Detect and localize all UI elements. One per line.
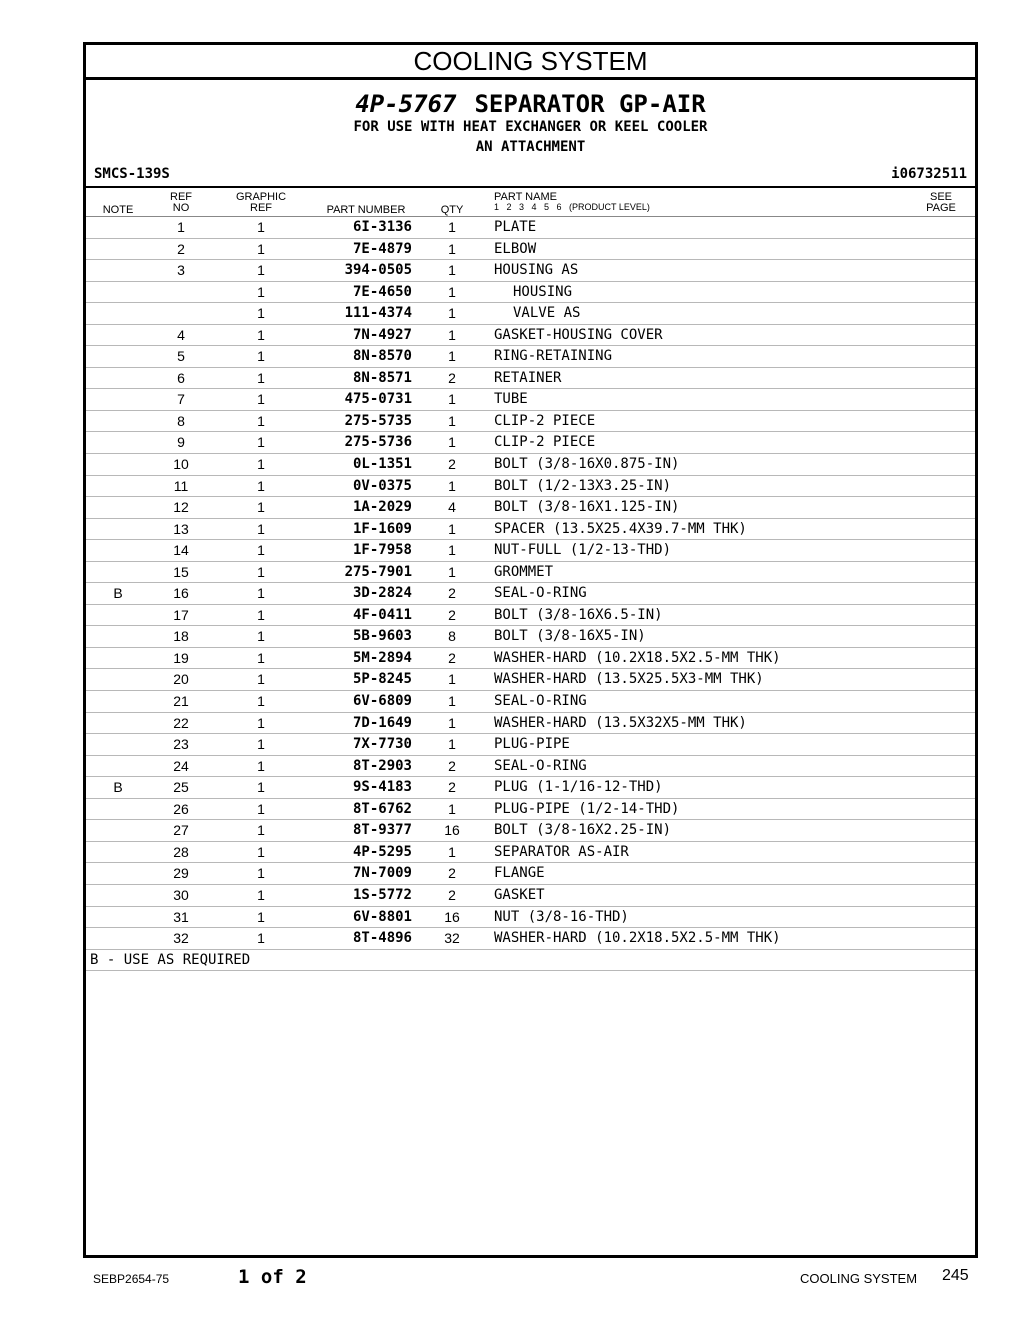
part-number-cell: 111-4374: [344, 305, 412, 322]
parts-table: [86, 217, 975, 971]
part-number-cell: 8N-8571: [352, 369, 412, 386]
part-name-cell: RETAINER: [494, 369, 562, 386]
part-name-cell: GASKET: [494, 886, 545, 903]
graphic-ref-cell: 1: [257, 693, 265, 710]
table-row: [86, 820, 975, 842]
part-name-cell: PLATE: [494, 219, 537, 235]
table-row: [86, 669, 975, 691]
graphic-ref-cell: 1: [257, 628, 265, 645]
part-name-cell: BOLT (3/8-16X2.25-IN): [494, 822, 672, 839]
qty-cell: 1: [448, 219, 456, 235]
graphic-ref-cell: 1: [257, 240, 265, 257]
part-number-cell: 7E-4879: [352, 240, 412, 257]
part-number-cell: 4P-5295: [352, 843, 412, 860]
table-row: [86, 626, 975, 648]
part-name-cell: SEPARATOR AS-AIR: [494, 843, 629, 860]
part-number-cell: 6V-6809: [352, 693, 412, 710]
group-subtitle-2: AN ATTACHMENT: [475, 139, 586, 155]
qty-cell: 16: [444, 908, 460, 925]
table-row: [86, 583, 975, 605]
part-number-cell: 8T-9377: [352, 822, 412, 839]
qty-cell: 1: [448, 326, 456, 343]
part-number-cell: 0V-0375: [352, 477, 412, 494]
qty-cell: 1: [448, 542, 456, 559]
part-name-cell: VALVE AS: [513, 305, 581, 322]
part-number-cell: 4F-0411: [352, 606, 412, 623]
graphic-ref-cell: 1: [257, 542, 265, 559]
table-row: [86, 454, 975, 476]
qty-cell: 1: [448, 412, 456, 429]
table-row: [86, 519, 975, 541]
header-ref-bottom: NO: [172, 202, 190, 214]
graphic-ref-cell: 1: [257, 434, 265, 451]
ref-no-cell: 21: [173, 693, 189, 710]
qty-cell: 2: [448, 865, 456, 882]
part-number-cell: 9S-4183: [352, 779, 412, 796]
part-name-cell: BOLT (3/8-16X5-IN): [494, 628, 646, 645]
part-name-cell: CLIP-2 PIECE: [494, 412, 596, 429]
qty-cell: 2: [448, 886, 456, 903]
graphic-ref-cell: 1: [257, 219, 265, 235]
graphic-ref-cell: 1: [257, 800, 265, 817]
header-see-bottom: PAGE: [926, 202, 956, 214]
footnote: B - USE AS REQUIRED: [86, 950, 975, 972]
graphic-ref-cell: 1: [257, 326, 265, 343]
qty-cell: 1: [448, 240, 456, 257]
qty-cell: 1: [448, 520, 456, 537]
graphic-ref-cell: 1: [257, 671, 265, 688]
qty-cell: 1: [448, 348, 456, 365]
ref-no-cell: 7: [177, 391, 185, 408]
qty-cell: 1: [448, 391, 456, 408]
header-qty: QTY: [440, 204, 464, 216]
graphic-ref-cell: 1: [257, 456, 265, 473]
footer-doc-id: SEBP2654-75: [93, 1272, 170, 1286]
ref-no-cell: 8: [177, 412, 185, 429]
graphic-ref-cell: 1: [257, 283, 265, 300]
table-row: [86, 842, 975, 864]
ref-no-cell: 20: [173, 671, 189, 688]
table-row: [86, 325, 975, 347]
ref-no-cell: 14: [173, 542, 189, 559]
footer-page-of: 1 of 2: [238, 1266, 307, 1288]
table-row: [86, 907, 975, 929]
ref-no-cell: 25: [173, 779, 189, 796]
part-name-cell: WASHER-HARD (10.2X18.5X2.5-MM THK): [494, 649, 781, 666]
graphic-ref-cell: 1: [257, 714, 265, 731]
qty-cell: 1: [448, 736, 456, 753]
graphic-ref-cell: 1: [257, 305, 265, 322]
part-name-cell: FLANGE: [494, 865, 545, 882]
graphic-ref-cell: 1: [257, 736, 265, 753]
note-cell: B: [113, 585, 123, 602]
part-number-cell: 7X-7730: [352, 736, 412, 753]
qty-cell: 1: [448, 283, 456, 300]
graphic-ref-cell: 1: [257, 563, 265, 580]
part-name-cell: HOUSING: [513, 283, 573, 300]
part-number-cell: 275-7901: [344, 563, 412, 580]
part-name-cell: HOUSING AS: [494, 262, 579, 279]
part-number-cell: 275-5735: [344, 412, 412, 429]
graphic-ref-cell: 1: [257, 908, 265, 925]
qty-cell: 32: [444, 930, 460, 947]
header-see-top: SEE: [929, 191, 952, 203]
ref-no-cell: 2: [177, 240, 185, 257]
header-graphic-top: GRAPHIC: [235, 191, 287, 203]
header-note: NOTE: [102, 204, 134, 216]
ref-no-cell: 31: [173, 908, 189, 925]
part-name-cell: WASHER-HARD (13.5X32X5-MM THK): [494, 714, 747, 731]
graphic-ref-cell: 1: [257, 348, 265, 365]
part-number-cell: 1F-7958: [352, 542, 412, 559]
group-title: [86, 89, 975, 119]
part-number-cell: 275-5736: [344, 434, 412, 451]
header-divider: [86, 186, 975, 188]
part-number-cell: 8T-2903: [352, 757, 412, 774]
graphic-ref-cell: 1: [257, 843, 265, 860]
note-cell: B: [113, 779, 123, 796]
ref-no-cell: 24: [173, 757, 189, 774]
ref-no-cell: 11: [173, 477, 189, 494]
qty-cell: 1: [448, 477, 456, 494]
part-number-cell: 5M-2894: [352, 649, 412, 666]
part-name-cell: SEAL-O-RING: [494, 693, 587, 710]
table-row: [86, 346, 975, 368]
ref-no-cell: 13: [173, 520, 189, 537]
part-number-cell: 7D-1649: [352, 714, 412, 731]
table-row: [86, 777, 975, 799]
section-title: COOLING SYSTEM: [86, 45, 975, 80]
part-number-cell: 8N-8570: [352, 348, 412, 365]
group-subtitle-1: FOR USE WITH HEAT EXCHANGER OR KEEL COOLER: [353, 119, 708, 135]
table-row: [86, 368, 975, 390]
footer-section: COOLING SYSTEM: [800, 1271, 918, 1286]
part-name-cell: BOLT (1/2-13X3.25-IN): [494, 477, 672, 494]
table-row: [86, 389, 975, 411]
part-name-cell: SEAL-O-RING: [494, 585, 587, 602]
part-number-cell: 5B-9603: [352, 628, 412, 645]
qty-cell: 1: [448, 671, 456, 688]
ref-no-cell: 18: [173, 628, 189, 645]
table-row: [86, 411, 975, 433]
table-row: [86, 497, 975, 519]
table-row: [86, 260, 975, 282]
ref-no-cell: 28: [173, 843, 189, 860]
part-number-cell: 1A-2029: [352, 499, 412, 516]
part-name-cell: ELBOW: [494, 240, 537, 257]
ref-no-cell: 23: [173, 736, 189, 753]
table-row: [86, 540, 975, 562]
table-row: [86, 239, 975, 261]
group-name: SEPARATOR GP-AIR: [474, 90, 706, 118]
header-part-name: PART NAME: [494, 191, 557, 203]
ref-no-cell: 29: [173, 865, 189, 882]
table-row: [86, 303, 975, 325]
graphic-ref-cell: 1: [257, 369, 265, 386]
table-row: [86, 476, 975, 498]
qty-cell: 1: [448, 305, 456, 322]
part-number-cell: 0L-1351: [352, 456, 412, 473]
table-row: [86, 432, 975, 454]
part-name-cell: PLUG (1-1/16-12-THD): [494, 779, 663, 796]
header-graphic-bottom: REF: [250, 202, 272, 214]
part-name-cell: PLUG-PIPE (1/2-14-THD): [494, 800, 680, 817]
part-name-cell: WASHER-HARD (13.5X25.5X3-MM THK): [494, 671, 764, 688]
ref-no-cell: 30: [173, 886, 189, 903]
qty-cell: 16: [444, 822, 460, 839]
qty-cell: 1: [448, 262, 456, 279]
header-product-levels: 1 2 3 4 5 6 (PRODUCT LEVEL): [494, 202, 650, 212]
graphic-ref-cell: 1: [257, 886, 265, 903]
ref-no-cell: 12: [173, 499, 189, 516]
table-row: [86, 282, 975, 304]
ref-no-cell: 32: [173, 930, 189, 947]
illustration-id: i06732511: [891, 166, 967, 182]
ref-no-cell: 4: [177, 326, 185, 343]
graphic-ref-cell: 1: [257, 822, 265, 839]
graphic-ref-cell: 1: [257, 606, 265, 623]
table-row: [86, 756, 975, 778]
part-number-cell: 3D-2824: [352, 585, 412, 602]
qty-cell: 1: [448, 563, 456, 580]
footer-page-number: 245: [942, 1267, 969, 1284]
qty-cell: 1: [448, 693, 456, 710]
ref-no-cell: 16: [173, 585, 189, 602]
qty-cell: 2: [448, 456, 456, 473]
qty-cell: 2: [448, 585, 456, 602]
part-number-cell: 7N-4927: [352, 326, 412, 343]
graphic-ref-cell: 1: [257, 585, 265, 602]
graphic-ref-cell: 1: [257, 412, 265, 429]
qty-cell: 1: [448, 434, 456, 451]
qty-cell: 1: [448, 800, 456, 817]
qty-cell: 2: [448, 649, 456, 666]
ref-no-cell: 27: [173, 822, 189, 839]
ref-no-cell: 10: [173, 456, 189, 473]
smcs-code: SMCS-139S: [94, 166, 170, 182]
ref-no-cell: 6: [177, 369, 185, 386]
table-row: [86, 648, 975, 670]
qty-cell: 2: [448, 757, 456, 774]
table-row: [86, 863, 975, 885]
graphic-ref-cell: 1: [257, 499, 265, 516]
qty-cell: 2: [448, 369, 456, 386]
ref-no-cell: 9: [177, 434, 185, 451]
part-number-cell: 8T-4896: [352, 930, 412, 947]
part-number-cell: 8T-6762: [352, 800, 412, 817]
ref-no-cell: 17: [173, 606, 189, 623]
graphic-ref-cell: 1: [257, 262, 265, 279]
graphic-ref-cell: 1: [257, 865, 265, 882]
group-part-number: 4P-5767: [355, 90, 457, 118]
graphic-ref-cell: 1: [257, 649, 265, 666]
graphic-ref-cell: 1: [257, 520, 265, 537]
table-row: [86, 562, 975, 584]
header-part-number: PART NUMBER: [326, 204, 406, 216]
ref-no-cell: 22: [173, 714, 189, 731]
part-name-cell: BOLT (3/8-16X0.875-IN): [494, 456, 680, 473]
part-name-cell: RING-RETAINING: [494, 348, 613, 365]
part-number-cell: 7N-7009: [352, 865, 412, 882]
graphic-ref-cell: 1: [257, 757, 265, 774]
part-number-cell: 1F-1609: [352, 520, 412, 537]
part-number-cell: 394-0505: [344, 262, 412, 279]
part-name-cell: NUT (3/8-16-THD): [494, 908, 629, 925]
part-name-cell: GASKET-HOUSING COVER: [494, 326, 663, 343]
part-number-cell: 475-0731: [344, 391, 412, 408]
graphic-ref-cell: 1: [257, 391, 265, 408]
part-name-cell: PLUG-PIPE: [494, 736, 570, 753]
part-name-cell: CLIP-2 PIECE: [494, 434, 596, 451]
part-number-cell: 1S-5772: [352, 886, 412, 903]
graphic-ref-cell: 1: [257, 779, 265, 796]
qty-cell: 8: [448, 628, 456, 645]
part-number-cell: 6I-3136: [352, 219, 412, 235]
ref-no-cell: 5: [177, 348, 185, 365]
table-row: [86, 885, 975, 907]
table-row: [86, 605, 975, 627]
table-row: [86, 799, 975, 821]
part-name-cell: GROMMET: [494, 563, 554, 580]
ref-no-cell: 1: [177, 219, 185, 235]
header-ref-top: REF: [170, 191, 192, 203]
table-row: [86, 713, 975, 735]
ref-no-cell: 19: [173, 649, 189, 666]
graphic-ref-cell: 1: [257, 930, 265, 947]
part-name-cell: SPACER (13.5X25.4X39.7-MM THK): [494, 520, 747, 537]
part-number-cell: 6V-8801: [352, 908, 412, 925]
table-row: [86, 217, 975, 239]
part-number-cell: 7E-4650: [352, 283, 412, 300]
ref-no-cell: 26: [173, 800, 189, 817]
qty-cell: 1: [448, 714, 456, 731]
part-name-cell: BOLT (3/8-16X6.5-IN): [494, 606, 663, 623]
qty-cell: 2: [448, 779, 456, 796]
qty-cell: 1: [448, 843, 456, 860]
ref-no-cell: 15: [173, 563, 189, 580]
part-name-cell: SEAL-O-RING: [494, 757, 587, 774]
part-name-cell: WASHER-HARD (10.2X18.5X2.5-MM THK): [494, 930, 781, 947]
part-name-cell: TUBE: [494, 391, 528, 408]
part-name-cell: NUT-FULL (1/2-13-THD): [494, 542, 672, 559]
qty-cell: 2: [448, 606, 456, 623]
part-name-cell: BOLT (3/8-16X1.125-IN): [494, 499, 680, 516]
page-frame: [83, 42, 978, 1258]
table-row: [86, 928, 975, 950]
ref-no-cell: 3: [177, 262, 185, 279]
table-row: [86, 691, 975, 713]
qty-cell: 4: [448, 499, 456, 516]
part-number-cell: 5P-8245: [352, 671, 412, 688]
table-row: [86, 734, 975, 756]
graphic-ref-cell: 1: [257, 477, 265, 494]
